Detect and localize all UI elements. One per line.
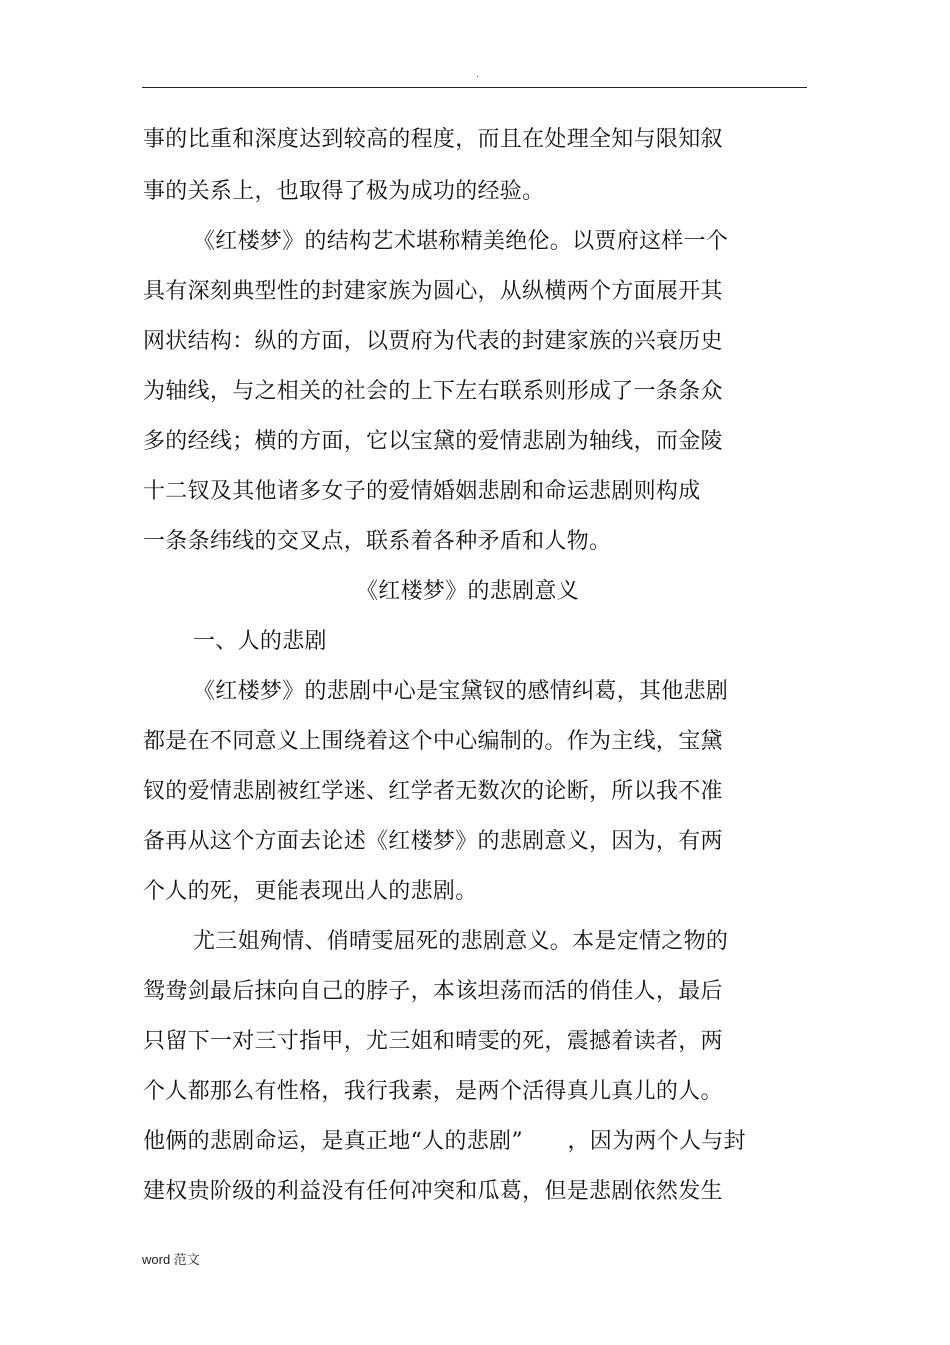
paragraph-line: 《红楼梦》的结构艺术堪称精美绝伦。以贾府这样一个 [193,229,729,254]
page-footer: word 范文 [142,1252,200,1267]
paragraph-line: 个人都那么有性格，我行我素，是两个活得真儿真儿的人。 [143,1079,723,1104]
paragraph-line: 十二钗及其他诸多女子的爱情婚姻悲剧和命运悲剧则构成 [143,479,701,504]
paragraph-line: 尤三姐殉情、俏晴雯屈死的悲剧意义。本是定情之物的 [193,929,729,954]
paragraph-line: 他俩的悲剧命运，是真正地“人的悲剧” ，因为两个人与封 [143,1129,746,1154]
paragraph-line: 鸳鸯剑最后抹向自己的脖子，本该坦荡而活的俏佳人，最后 [143,979,723,1004]
paragraph-line: 建权贵阶级的利益没有任何冲突和瓜葛，但是悲剧依然发生 [143,1179,723,1204]
paragraph-line: 一条条纬线的交叉点，联系着各种矛盾和人物。 [143,529,612,554]
paragraph-line: 具有深刻典型性的封建家族为圆心，从纵横两个方面展开其 [143,279,723,304]
paragraph-line: 《红楼梦》的悲剧中心是宝黛钗的感情纠葛，其他悲剧 [193,679,729,704]
paragraph-line: 事的比重和深度达到较高的程度，而且在处理全知与限知叙 [143,127,723,152]
section-title: 《红楼梦》的悲剧意义 [356,579,580,604]
header-rule [142,87,807,88]
header-mark: . [476,69,479,80]
section-heading: 一、人的悲剧 [193,629,327,654]
paragraph-line: 钗的爱情悲剧被红学迷、红学者无数次的论断，所以我不准 [143,779,723,804]
paragraph-line: 个人的死，更能表现出人的悲剧。 [143,879,478,904]
paragraph-line: 只留下一对三寸指甲，尤三姐和晴雯的死，震撼着读者，两 [143,1029,723,1054]
paragraph-line: 事的关系上，也取得了极为成功的经验。 [143,179,545,204]
paragraph-line: 网状结构：纵的方面，以贾府为代表的封建家族的兴衰历史 [143,329,723,354]
paragraph-line: 为轴线，与之相关的社会的上下左右联系则形成了一条条众 [143,379,723,404]
paragraph-line: 多的经线；横的方面，它以宝黛的爱情悲剧为轴线，而金陵 [143,429,723,454]
paragraph-line: 都是在不同意义上围绕着这个中心编制的。作为主线，宝黛 [143,729,723,754]
paragraph-line: 备再从这个方面去论述《红楼梦》的悲剧意义，因为，有两 [143,829,723,854]
